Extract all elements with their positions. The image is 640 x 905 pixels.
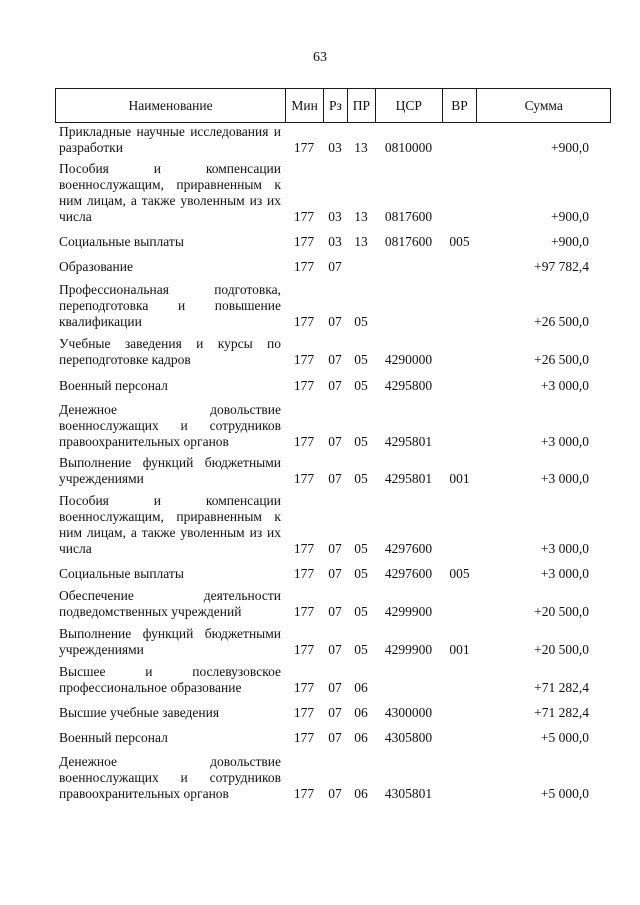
row-name: Учебные заведения и курсы по переподготовке кадров [59,336,281,367]
row-rz: 07 [328,259,342,274]
row-sum: +900,0 [551,234,589,249]
row-pr: 06 [354,705,368,720]
table-row [55,658,611,696]
row-rz: 03 [328,209,342,224]
row-min: 177 [293,314,315,329]
row-csr: 4305801 [384,786,433,801]
row-rz: 07 [328,604,342,619]
row-csr: 0817600 [384,209,433,224]
row-pr: 05 [354,471,368,486]
row-name: Социальные выплаты [59,234,184,249]
row-min: 177 [293,730,315,745]
row-sum: +3 000,0 [540,434,589,449]
row-pr: 06 [354,680,368,695]
row-sum: +5 000,0 [540,730,589,745]
row-name: Пособия и компенсации военнослужащим, приравненным к ним лицам, а также уволенным из их числа [59,493,281,556]
row-csr: 4295801 [384,471,433,486]
row-vr: 005 [449,234,470,249]
row-name: Денежное довольствие военнослужащих и сотрудников правоохранительных органов [59,754,281,801]
row-name: Обеспечение деятельности подведомственных учреждений [59,588,281,619]
table-row [55,746,611,802]
table-row [55,582,611,620]
row-pr: 06 [354,786,368,801]
row-csr: 0810000 [384,140,433,155]
row-pr: 05 [354,352,368,367]
row-csr: 4290000 [384,352,433,367]
row-csr: 4297600 [384,566,433,581]
row-pr: 13 [354,209,368,224]
header-sum: Сумма [476,89,610,122]
row-csr: 4305800 [384,730,433,745]
row-name: Выполнение функций бюджетными учреждениями [59,455,281,486]
header-csr: ЦСР [375,89,442,122]
row-csr: 4300000 [384,705,433,720]
row-min: 177 [293,234,315,249]
row-pr: 05 [354,604,368,619]
row-rz: 07 [328,730,342,745]
row-sum: +26 500,0 [534,352,589,367]
row-min: 177 [293,140,315,155]
header-vr: ВР [442,89,477,122]
row-min: 177 [293,209,315,224]
header-rz: Рз [323,89,347,122]
row-vr: 001 [449,471,470,486]
row-min: 177 [293,434,315,449]
row-vr: 001 [449,642,470,657]
table-row [55,721,611,746]
table-body [55,123,611,802]
row-pr: 13 [354,234,368,249]
row-sum: +20 500,0 [534,642,589,657]
header-pr: ПР [347,89,375,122]
row-min: 177 [293,471,315,486]
table-row [55,123,611,156]
row-sum: +3 000,0 [540,378,589,393]
row-sum: +900,0 [551,140,589,155]
row-min: 177 [293,604,315,619]
table-header [55,88,611,123]
row-vr: 005 [449,566,470,581]
row-name: Военный персонал [59,730,168,745]
row-csr: 4295800 [384,378,433,393]
table-row [55,156,611,225]
row-rz: 03 [328,140,342,155]
row-min: 177 [293,680,315,695]
row-pr: 05 [354,434,368,449]
table-row [55,330,611,368]
row-sum: +20 500,0 [534,604,589,619]
row-sum: +900,0 [551,209,589,224]
row-csr: 4299900 [384,642,433,657]
table-row [55,450,611,487]
row-pr: 05 [354,541,368,556]
row-sum: +3 000,0 [540,541,589,556]
row-sum: +3 000,0 [540,566,589,581]
table-row [55,557,611,582]
row-name: Образование [59,259,133,274]
header-min: Мин [285,89,323,122]
row-sum: +97 782,4 [534,259,589,274]
row-rz: 07 [328,434,342,449]
row-min: 177 [293,642,315,657]
row-rz: 07 [328,378,342,393]
row-rz: 03 [328,234,342,249]
row-rz: 07 [328,642,342,657]
row-pr: 06 [354,730,368,745]
row-name: Военный персонал [59,378,168,393]
row-name: Денежное довольствие военнослужащих и сотрудников правоохранительных органов [59,402,281,449]
row-min: 177 [293,352,315,367]
table-row [55,696,611,721]
table-row [55,487,611,557]
row-name: Высшее и послевузовское профессиональное образование [59,664,281,695]
row-sum: +71 282,4 [534,680,589,695]
row-sum: +71 282,4 [534,705,589,720]
table-row [55,275,611,330]
row-min: 177 [293,541,315,556]
row-pr: 05 [354,314,368,329]
table-row [55,368,611,394]
page-number: 63 [313,50,327,65]
row-name: Высшие учебные заведения [59,705,220,720]
row-min: 177 [293,378,315,393]
header-name: Наименование [128,97,213,113]
row-pr: 05 [354,566,368,581]
row-name: Пособия и компенсации военнослужащим, приравненным к ним лицам, а также уволенным из их числа [59,161,281,224]
row-rz: 07 [328,566,342,581]
row-rz: 07 [328,705,342,720]
row-rz: 07 [328,352,342,367]
row-csr: 4295801 [384,434,433,449]
row-min: 177 [293,566,315,581]
row-name: Социальные выплаты [59,566,184,581]
table-row [55,250,611,275]
row-rz: 07 [328,541,342,556]
table-row [55,620,611,658]
row-name: Прикладные научные исследования и разработки [59,124,281,155]
row-name: Выполнение функций бюджетными учреждениями [59,626,281,657]
table-row [55,394,611,450]
row-rz: 07 [328,314,342,329]
table-row [55,225,611,250]
row-pr: 05 [354,378,368,393]
row-sum: +5 000,0 [540,786,589,801]
row-rz: 07 [328,471,342,486]
row-min: 177 [293,786,315,801]
row-csr: 0817600 [384,234,433,249]
row-csr: 4299900 [384,604,433,619]
row-sum: +3 000,0 [540,471,589,486]
row-name: Профессиональная подготовка, переподготовка и повышение квалификации [59,282,281,329]
row-pr: 13 [354,140,368,155]
row-rz: 07 [328,680,342,695]
row-csr: 4297600 [384,541,433,556]
row-pr: 05 [354,642,368,657]
row-min: 177 [293,705,315,720]
row-min: 177 [293,259,315,274]
row-sum: +26 500,0 [534,314,589,329]
row-rz: 07 [328,786,342,801]
